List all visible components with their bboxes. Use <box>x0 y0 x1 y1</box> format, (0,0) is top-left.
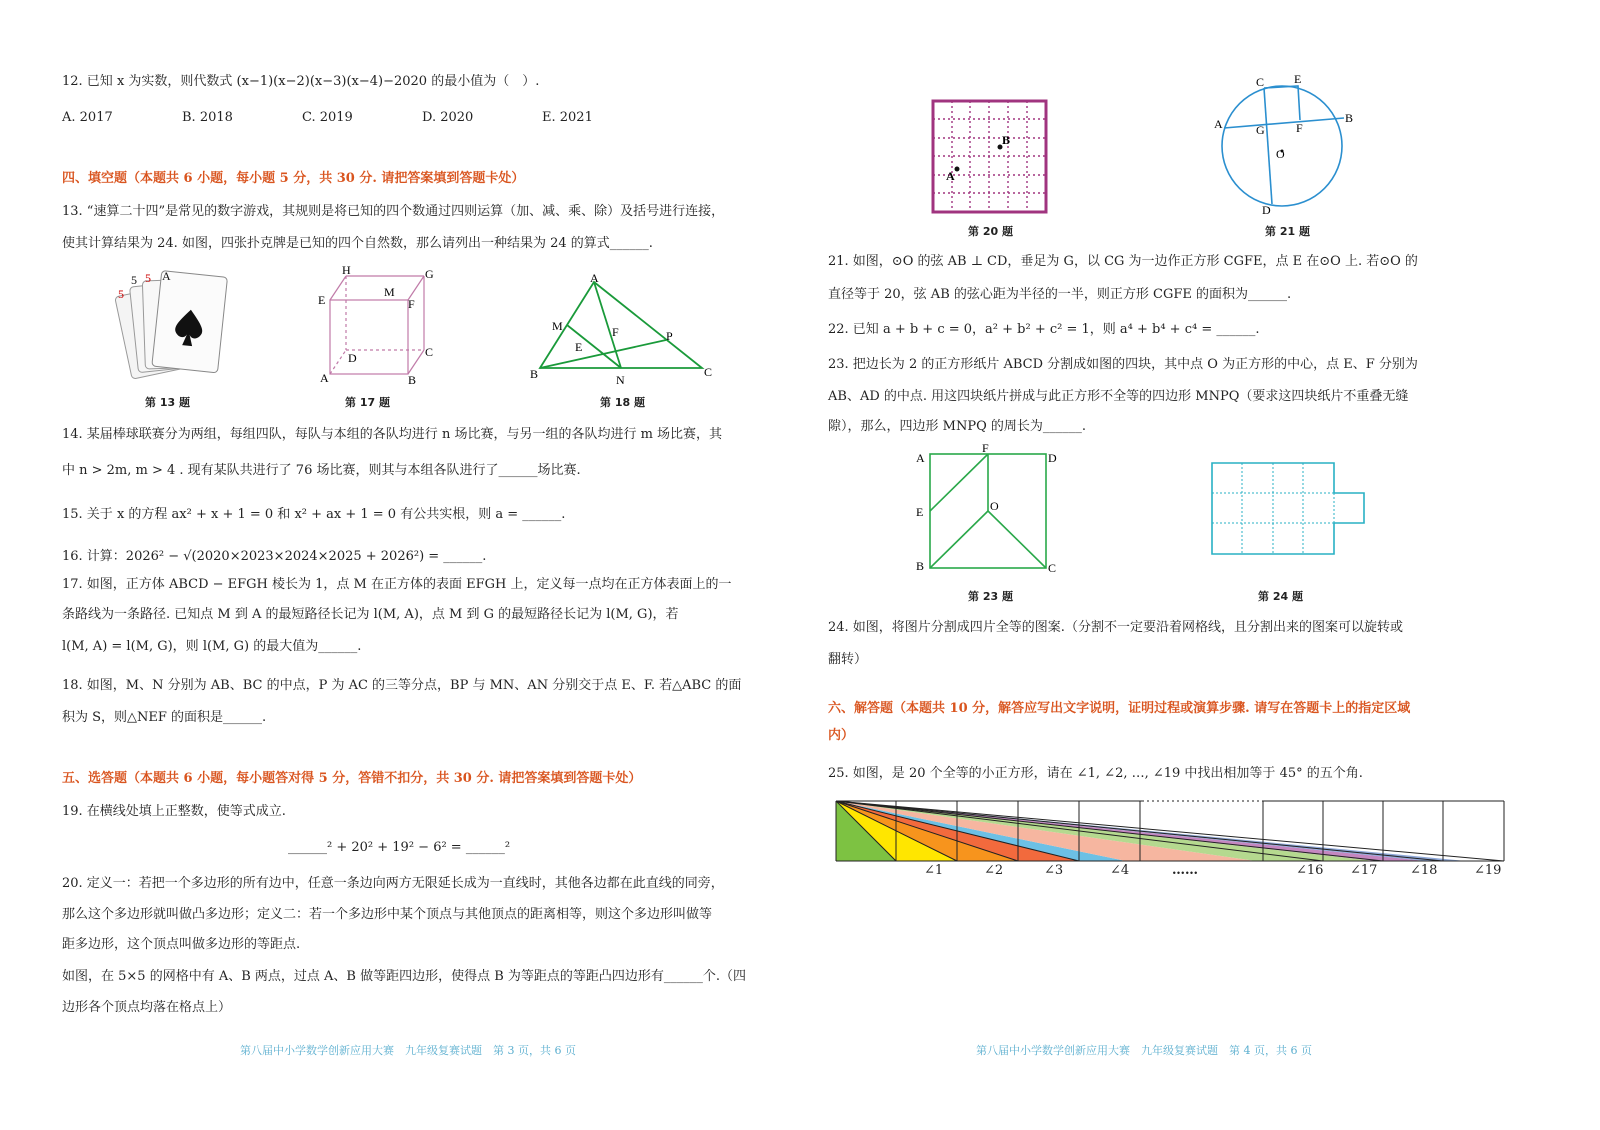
angle-label-16: ∠16 <box>1296 863 1324 878</box>
angle-label-2: ∠2 <box>984 863 1004 878</box>
angle-label-ellipsis: …… <box>1172 863 1198 878</box>
circle-label-b: B <box>1345 111 1354 125</box>
q17-line3: l(M, A) = l(M, G)，则 l(M, G) 的最大值为______. <box>62 639 362 654</box>
section-5-heading: 五、选答题（本题共 6 小题，每小题答对得 5 分，答错不扣分，共 30 分. 请把答案填到答题卡处） <box>62 771 642 786</box>
cube-label-a: A <box>320 371 329 385</box>
angle-label-1: ∠1 <box>924 863 944 878</box>
tri-label-p: P <box>666 329 673 343</box>
q12-option-b: B. 2018 <box>182 110 233 125</box>
tri-label-a: A <box>590 271 599 285</box>
grid-point-a <box>955 167 960 172</box>
sq23-label-f: F <box>982 441 989 455</box>
angle-label-19: ∠19 <box>1474 863 1502 878</box>
circle-label-d: D <box>1262 203 1271 217</box>
angle-label-3: ∠3 <box>1044 863 1064 878</box>
circle-label-g: G <box>1256 123 1265 137</box>
circle-label-c: C <box>1256 75 1265 89</box>
q20-line3: 距多边形，这个顶点叫做多边形的等距点. <box>62 937 301 952</box>
fig20-caption: 第 20 题 <box>968 225 1013 238</box>
q20-line4: 如图，在 5×5 的网格中有 A、B 两点，过点 A、B 做等距四边形，使得点 B 为等距点的等距凸四边形有______个.（四 <box>62 969 747 984</box>
fig13-playing-cards <box>112 268 232 383</box>
circle-label-e: E <box>1294 72 1302 86</box>
fig18-triangle <box>530 268 720 388</box>
q20-line5: 边形各个顶点均落在格点上） <box>62 1000 232 1015</box>
tri-label-m: M <box>552 319 563 333</box>
q18-line1: 18. 如图，M、N 分别为 AB、BC 的中点，P 为 AC 的三等分点，BP 与 MN、AN 分别交于点 E、F. 若△ABC 的面 <box>62 678 742 693</box>
card-rank-2: 5 <box>131 273 137 287</box>
angle-label-4: ∠4 <box>1110 863 1130 878</box>
q13-line1: 13. “速算二十四”是常见的数字游戏，其规则是将已知的四个数通过四则运算（加、减、乘、除）及括号进行连接， <box>62 204 725 219</box>
q17-line1: 17. 如图，正方体 ABCD − EFGH 棱长为 1，点 M 在正方体的表面 EFGH 上，定义每一点均在正方体表面上的一 <box>62 577 732 592</box>
q14-line2: 中 n > 2m, m > 4 . 现有某队共进行了 76 场比赛，则其与本组各队进行了______场比赛. <box>62 463 581 478</box>
tri-label-n: N <box>616 373 625 387</box>
sq23-label-a: A <box>916 451 925 465</box>
q22-text: 22. 已知 a + b + c = 0，a² + b² + c² = 1，则 a⁴ + b⁴ + c⁴ = ______. <box>828 322 1260 337</box>
cube-label-e: E <box>318 293 326 307</box>
cube-label-h: H <box>342 263 351 277</box>
tri-label-f: F <box>612 325 619 339</box>
q12-option-a: A. 2017 <box>62 110 113 125</box>
fig13-caption: 第 13 题 <box>145 396 190 409</box>
q12-option-e: E. 2021 <box>542 110 593 125</box>
q12-option-c: C. 2019 <box>302 110 353 125</box>
fig21-caption: 第 21 题 <box>1265 225 1310 238</box>
tri-label-c: C <box>704 365 713 379</box>
angle-label-18: ∠18 <box>1410 863 1438 878</box>
q17-line2: 条路线为一条路径. 已知点 M 到 A 的最短路径长记为 l(M, A)，点 M 到 G 的最短路径长记为 l(M, G)，若 <box>62 607 679 622</box>
section-6-heading-line2: 内） <box>828 728 855 743</box>
sq23-label-e: E <box>916 505 924 519</box>
sq23-label-d: D <box>1048 451 1057 465</box>
grid20-label-a: A <box>946 169 955 183</box>
cube-label-c: C <box>425 345 434 359</box>
tri-label-e: E <box>575 340 583 354</box>
circle-label-a: A <box>1214 117 1223 131</box>
card-rank-3: 5 <box>145 271 151 285</box>
circle-label-o: O <box>1276 147 1285 161</box>
fig17-cube <box>312 263 442 388</box>
tri-label-b: B <box>530 367 539 381</box>
fig21-circle <box>1210 72 1360 220</box>
cube-label-m: M <box>384 285 395 299</box>
fig17-caption: 第 17 题 <box>345 396 390 409</box>
q23-line3: 隙），那么，四边形 MNPQ 的周长为______. <box>828 419 1086 434</box>
cube-label-g: G <box>425 267 434 281</box>
q21-line1: 21. 如图，⊙O 的弦 AB ⊥ CD，垂足为 G，以 CG 为一边作正方形 CGFE，点 E 在⊙O 上. 若⊙O 的 <box>828 254 1418 269</box>
q23-line1: 23. 把边长为 2 的正方形纸片 ABCD 分割成如图的四块，其中点 O 为正方形的中心，点 E、F 分别为 <box>828 357 1418 372</box>
cube-label-f: F <box>408 297 415 311</box>
footer-left: 第八届中小学数学创新应用大赛 九年级复赛试题 第 3 页，共 6 页 <box>240 1044 576 1057</box>
fig24-grid-shape <box>1210 462 1370 558</box>
sq23-label-o: O <box>990 499 999 513</box>
card-rank-1: 5 <box>118 287 124 301</box>
q20-line2: 那么这个多边形就叫做凸多边形；定义二：若一个多边形中某个顶点与其他顶点的距离相等，则这个多边形叫做等 <box>62 907 713 922</box>
q25-text: 25. 如图，是 20 个全等的小正方形，请在 ∠1, ∠2, …, ∠19 中找出相加等于 45° 的五个角. <box>828 766 1363 781</box>
sq23-label-c: C <box>1048 561 1057 575</box>
q14-line1: 14. 某届棒球联赛分为两组，每组四队，每队与本组的各队均进行 n 场比赛，与另一组的各队均进行 m 场比赛，其 <box>62 427 723 442</box>
q24-line2: 翻转） <box>828 652 868 667</box>
q13-line2: 使其计算结果为 24. 如图，四张扑克牌是已知的四个自然数，那么请列出一种结果为 24 的算式______. <box>62 236 653 251</box>
fig25-angle-strip <box>836 799 1506 865</box>
circle-label-f: F <box>1296 121 1303 135</box>
angle-label-17: ∠17 <box>1350 863 1378 878</box>
q23-line2: AB、AD 的中点. 用这四块纸片拼成与此正方形不全等的四边形 MNPQ（要求这四块纸片不重叠无缝 <box>828 389 1409 404</box>
section-6-heading-line1: 六、解答题（本题共 10 分，解答应写出文字说明，证明过程或演算步骤. 请写在答题卡上的指定区域 <box>828 701 1411 716</box>
fig23-caption: 第 23 题 <box>968 590 1013 603</box>
fig18-caption: 第 18 题 <box>600 396 645 409</box>
sq23-label-b: B <box>916 559 925 573</box>
q18-line2: 积为 S，则△NEF 的面积是______. <box>62 710 267 725</box>
card-rank-4: A <box>162 269 171 283</box>
q24-line1: 24. 如图，将图片分割成四片全等的图案.（分割不一定要沿着网格线，且分割出来的图案可以旋转或 <box>828 620 1403 635</box>
q19-equation: ______² + 20² + 19² − 6² = ______² <box>288 840 511 855</box>
cube-label-d: D <box>348 351 357 365</box>
footer-right: 第八届中小学数学创新应用大赛 九年级复赛试题 第 4 页，共 6 页 <box>976 1044 1312 1057</box>
q12-option-d: D. 2020 <box>422 110 474 125</box>
q16-text: 16. 计算：2026² − √(2020×2023×2024×2025 + 2026²) = ______. <box>62 549 487 564</box>
fig20-grid <box>932 100 1050 216</box>
cube-label-b: B <box>408 373 417 387</box>
q21-line2: 直径等于 20，弦 AB 的弦心距为半径的一半，则正方形 CGFE 的面积为______. <box>828 287 1292 302</box>
grid20-label-b: B <box>1002 133 1011 147</box>
q15-text: 15. 关于 x 的方程 ax² + x + 1 = 0 和 x² + ax + 1 = 0 有公共实根，则 a = ______. <box>62 507 566 522</box>
q20-line1: 20. 定义一：若把一个多边形的所有边中，任意一条边向两方无限延长成为一直线时，其他各边都在此直线的同旁， <box>62 876 724 891</box>
fig24-caption: 第 24 题 <box>1258 590 1303 603</box>
section-4-heading: 四、填空题（本题共 6 小题，每小题 5 分，共 30 分. 请把答案填到答题卡处） <box>62 171 525 186</box>
card-4 <box>152 271 228 373</box>
fig23-square <box>912 441 1062 576</box>
q12-text: 12. 已知 x 为实数，则代数式 (x−1)(x−2)(x−3)(x−4)−2020 的最小值为（ ）. <box>62 74 540 89</box>
q19-text: 19. 在横线处填上正整数，使等式成立. <box>62 804 286 819</box>
